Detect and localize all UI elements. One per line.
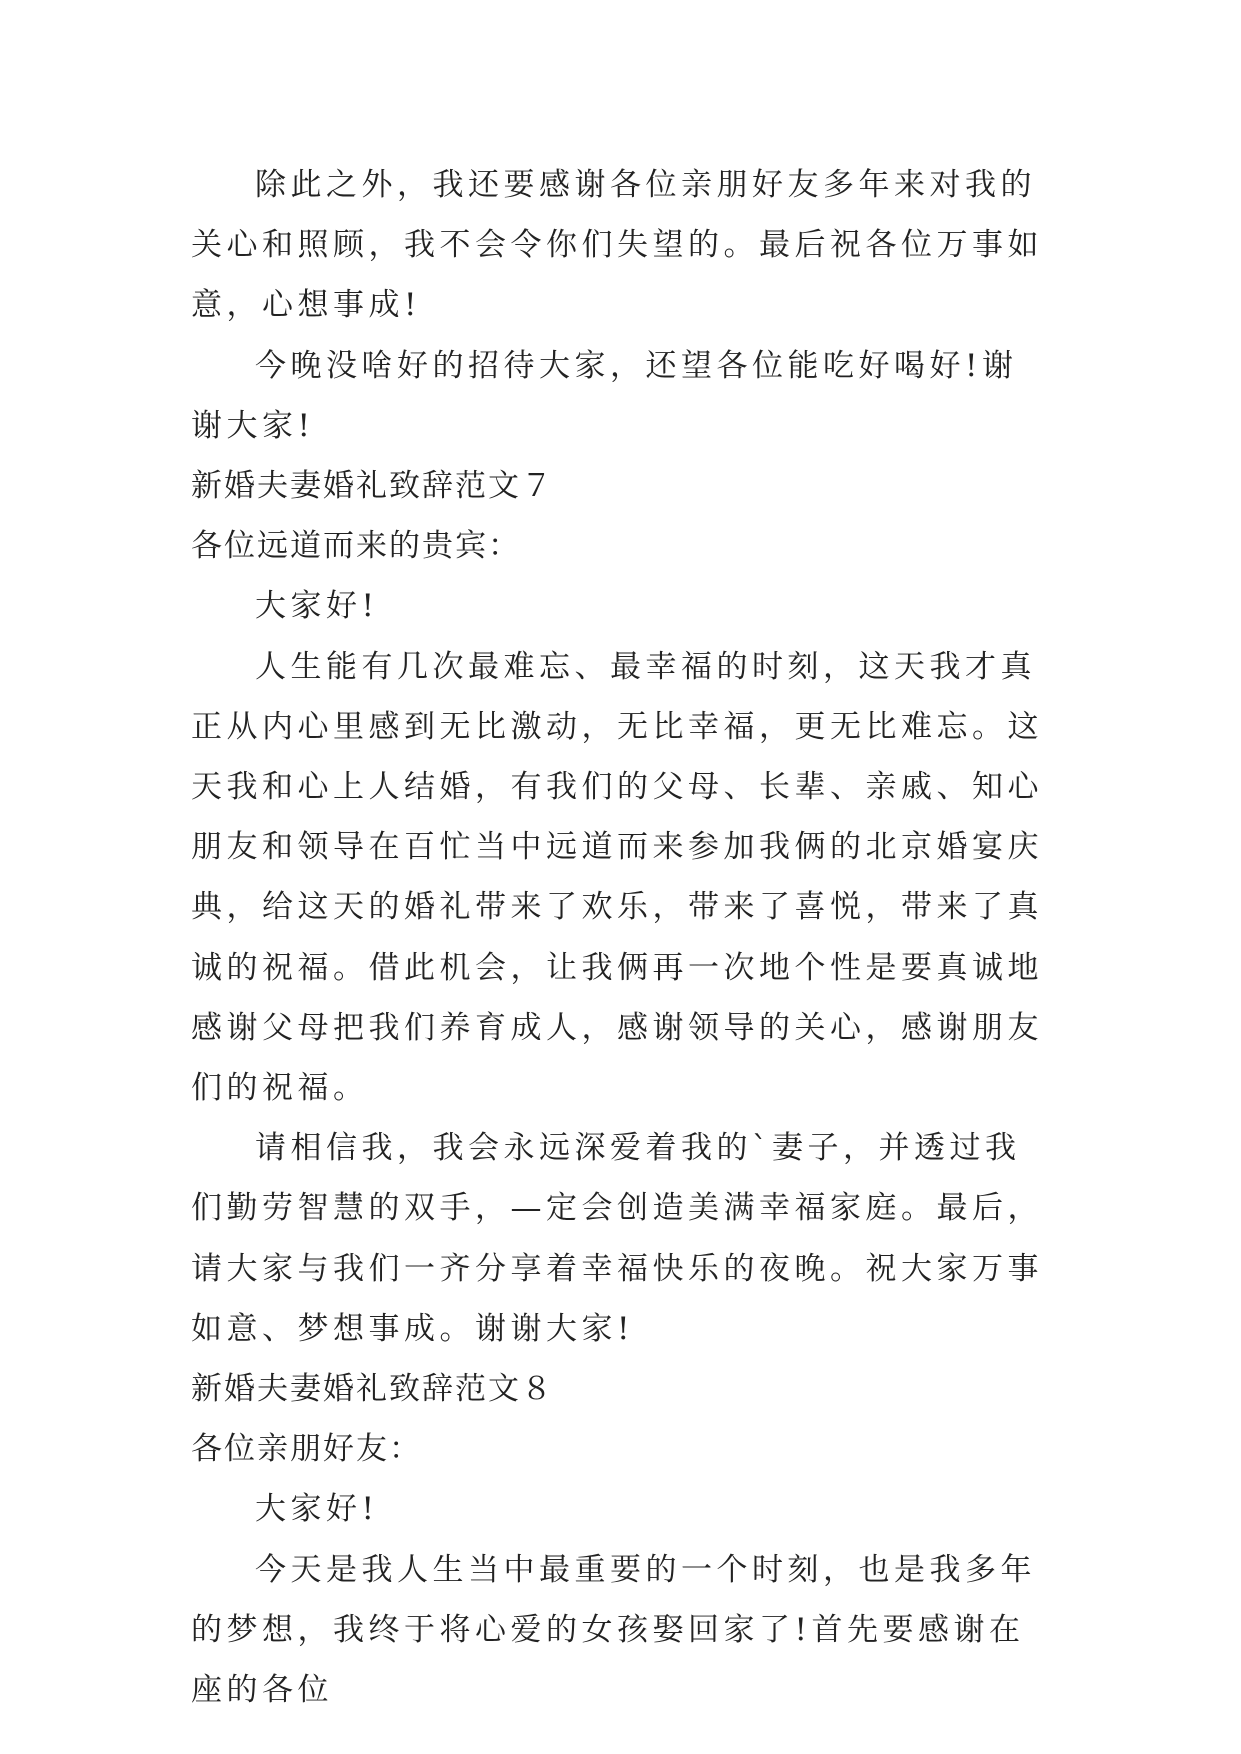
salutation: 各位远道而来的贵宾： [191, 528, 521, 565]
section-heading: 新婚夫妻婚礼致辞范文８ [191, 1371, 554, 1408]
salutation: 各位亲朋好友： [191, 1431, 422, 1468]
paragraph: 大家好! [255, 1491, 379, 1528]
paragraph: 今晚没啥好的招待大家，还望各位能吃好喝好!谢谢大家! [191, 347, 1018, 444]
paragraph: 除此之外，我还要感谢各位亲朋好友多年来对我的关心和照顾，我不会令你们失望的。最后祝各位万事如意，心想事成! [191, 167, 1043, 324]
paragraph: 今天是我人生当中最重要的一个时刻，也是我多年的梦想，我终于将心爱的女孩娶回家了!首先要感谢在座的各位 [191, 1551, 1036, 1709]
paragraph: 人生能有几次最难忘、最幸福的时刻，这天我才真正从内心里感到无比激动，无比幸福，更无比难忘。这天我和心上人结婚，有我们的父母、长辈、亲戚、知心朋友和领导在百忙当中远道而来参加我俩的北京婚宴庆典，给这天的婚礼带来了欢乐，带来了喜悦，带来了真诚的祝福。借此机会，让我俩再一次地个性是要真诚地感谢父母把我们养育成人，感谢领导的关心，感谢朋友们的祝福。 [191, 648, 1043, 1107]
document-body [191, 155, 1051, 1720]
paragraph: 大家好! [255, 588, 379, 625]
paragraph: 请相信我，我会永远深爱着我的`妻子，并透过我们勤劳智慧的双手，—定会创造美满幸福家庭。最后，请大家与我们一齐分享着幸福快乐的夜晚。祝大家万事如意、梦想事成。谢谢大家! [191, 1130, 1043, 1347]
section-heading: 新婚夫妻婚礼致辞范文７ [191, 468, 554, 505]
